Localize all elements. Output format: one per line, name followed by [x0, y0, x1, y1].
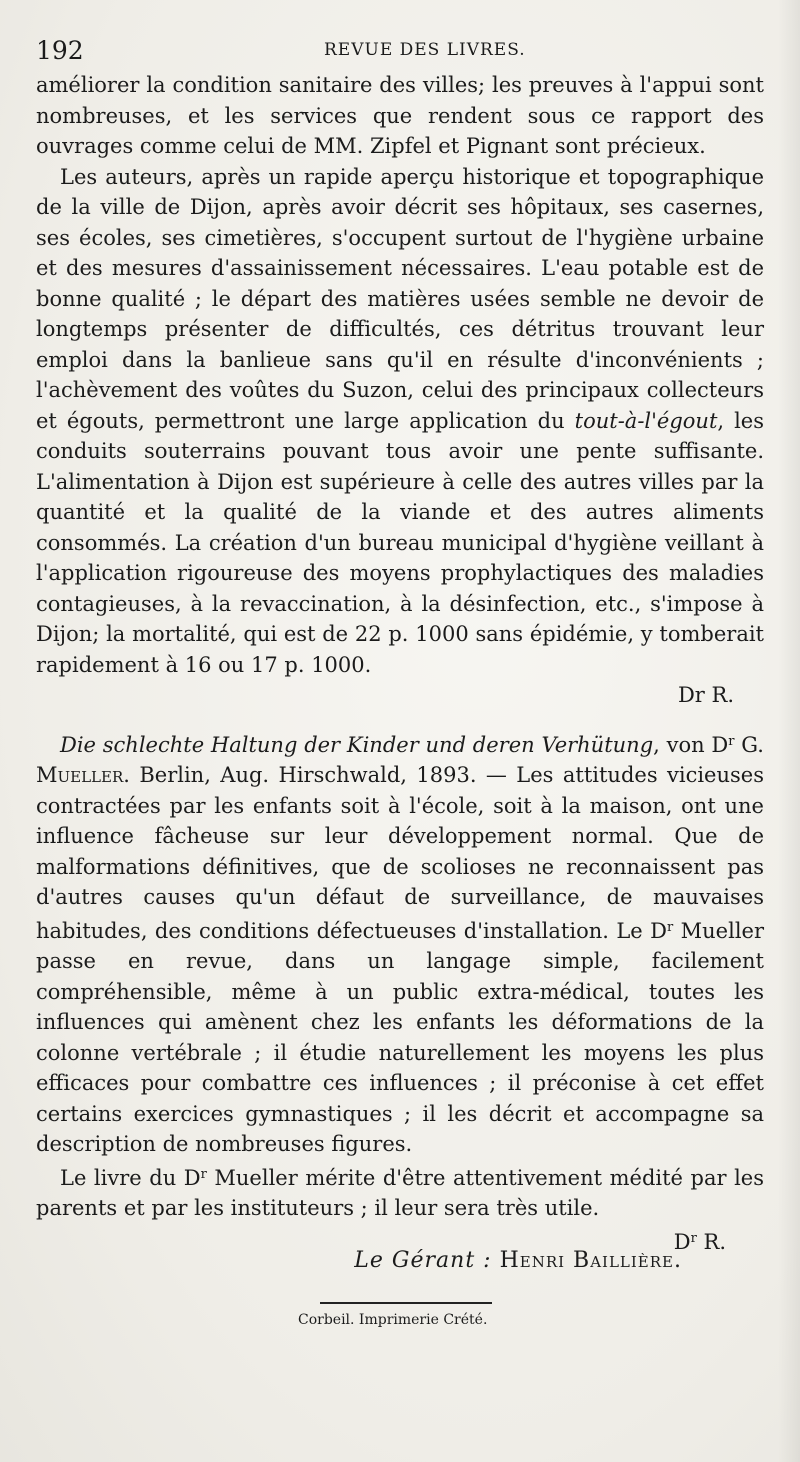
review2-p2-b: Mueller mérite d'être attentivement médité par les parents et par les instituteurs ; il leur sera très utile.: [36, 1165, 765, 1220]
review2-sig-sup: r: [690, 1230, 697, 1246]
review1-paragraph-2: [36, 162, 764, 681]
review2-sig-d: D: [673, 1229, 691, 1254]
page-number: 192: [36, 36, 84, 65]
gerant-name: Henri Baillière.: [499, 1248, 682, 1273]
footer-rule: [320, 1302, 492, 1304]
review1-p2-text: Les auteurs, après un rapide aperçu historique et topographique de la ville de Dijon, après avoir décrit ses hôpitaux, ses casernes, ses écoles, ses cimetières, s'occupent surtout de l'hygiène urbaine et des mesures d'assainissement nécessaires. L'eau potable est de bonne qualité ; le départ des matières usées semble ne devoir de longtemps présenter de difficultés, ces détritus trouvant leur emploi dans la banlieue sans qu'il en résulte d'inconvénients ; l'achèvement des voûtes du Suzon, celui des principaux collecteurs et égouts, permettront une large application du: [36, 164, 764, 433]
review2-imprint: . Berlin, Aug. Hirschwald, 1893. — Les attitudes vicieuses contractées par les enfants soit à l'école, soit à la maison, ont une influence fâcheuse sur leur développement normal. Que de malformations définitives, que de scolioses ne reconnaissent pas d'autres causes qu'un défaut de surveillance, de mauvaises habitudes, des conditions défectueuses d'installation. Le D: [36, 763, 764, 943]
section-gap: [36, 711, 764, 727]
review2-p2-a: Le livre du D: [60, 1165, 201, 1190]
page-header: [36, 36, 760, 66]
review2-sup2: r: [667, 919, 674, 935]
review2-paragraph-2: [36, 1160, 764, 1224]
body-text: [36, 70, 764, 1257]
review1-signature: Dr R.: [677, 683, 734, 707]
review1-p2-tail: , les conduits souterrains pouvant tous avoir une pente suffisante. L'alimentation à Dijon est supérieure à celle des autres villes par la quantité et la qualité de la viande et des autres aliments consommés. La création d'un bureau municipal d'hygiène veillant à l'application rigoureuse des moyens prophylactiques des maladies contagieuses, à la revaccination, à la désinfection, etc., s'impose à Dijon; la mortalité, qui est de 22 p. 1000 sans épidémie, y tomberait rapidement à 16 ou 17 p. 1000.: [36, 408, 764, 677]
review2-sig-r: R.: [696, 1229, 726, 1254]
review2-by-sup: r: [728, 733, 735, 749]
review1-p2-italic: tout-à-l'égout: [574, 408, 718, 433]
gerant-line: [354, 1248, 682, 1273]
review2-book-title: Die schlechte Haltung der Kinder und deren Verhütung: [60, 732, 654, 757]
review2-by: , von D: [653, 732, 729, 757]
gerant-label: Le Gérant :: [354, 1248, 492, 1273]
review2-text2: Mueller passe en revue, dans un langage simple, facilement compréhensible, même à un public extra-médical, toutes les influences qui amènent chez les enfants les déformations de la colonne vertébrale ; il étudie naturellement les moyens les plus efficaces pour combattre ces influences ; il préconise à cet effet certains exercices gymnastiques ; il les décrit et accompagne sa description de nombreuses figures.: [36, 918, 765, 1156]
review2-p2-sup: r: [200, 1166, 207, 1182]
page-edge-shadow: [778, 0, 800, 1462]
running-head: REVUE DES LIVRES.: [324, 40, 526, 60]
review1-paragraph-1: améliorer la condition sanitaire des villes; les preuves à l'appui sont nombreuses, et les services que rendent sous ce rapport des ouvrages comme celui de MM. Zipfel et Pignant sont précieux.: [36, 73, 764, 158]
printer-imprint: Corbeil. Imprimerie Crété.: [298, 1312, 488, 1328]
review2-paragraph-1: [36, 727, 764, 1160]
review2-author: G. Mueller: [36, 732, 764, 787]
